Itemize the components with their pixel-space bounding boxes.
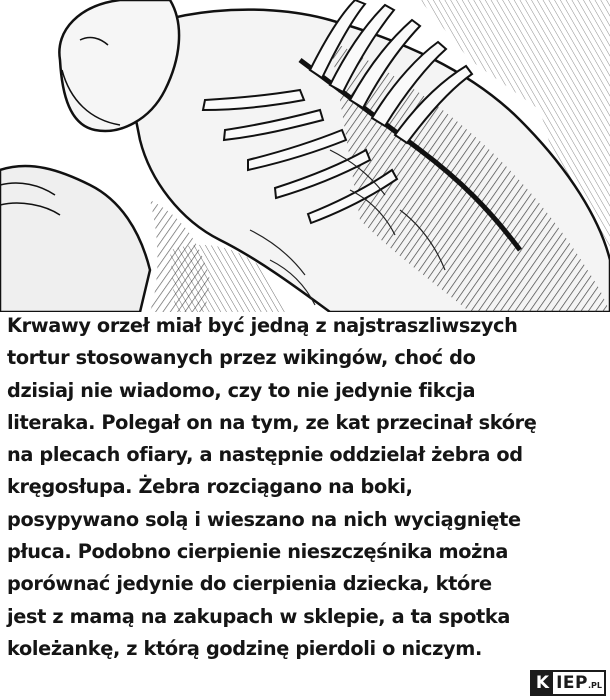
caption-line: koleżankę, z którą godzinę pierdoli o niczym. — [7, 636, 482, 660]
caption-line: dzisiaj nie wiadomo, czy to nie jedynie fikcja — [7, 378, 476, 402]
caption-line: płuca. Podobno cierpienie nieszczęśnika można — [7, 540, 509, 564]
caption-line: tortur stosowanych przez wikingów, choć do — [7, 346, 476, 370]
caption-line: posypywano solą i wieszano na nich wyciągnięte — [7, 507, 521, 531]
caption-line: jest z mamą na zakupach w sklepie, a ta spotka — [7, 604, 511, 628]
caption-text — [7, 310, 607, 665]
caption-line: kręgosłupa. Żebra rozciągano na boki, — [7, 475, 413, 499]
logo-suffix: .PL — [588, 681, 602, 690]
blood-eagle-illustration — [0, 0, 610, 312]
caption-line: Krwawy orzeł miał być jedną z najstraszliwszych — [7, 314, 518, 337]
kiep-watermark-logo — [530, 670, 606, 696]
caption-line: porównać jedynie do cierpienia dziecka, które — [7, 572, 492, 596]
logo-text — [553, 672, 604, 694]
logo-letter-k: K — [532, 672, 553, 694]
caption-line: literaka. Polegał on na tym, ze kat przecinał skórę — [7, 410, 537, 434]
caption-line: na plecach ofiary, a następnie oddzielał żebra od — [7, 443, 523, 467]
logo-text-main: IEP — [556, 673, 588, 693]
